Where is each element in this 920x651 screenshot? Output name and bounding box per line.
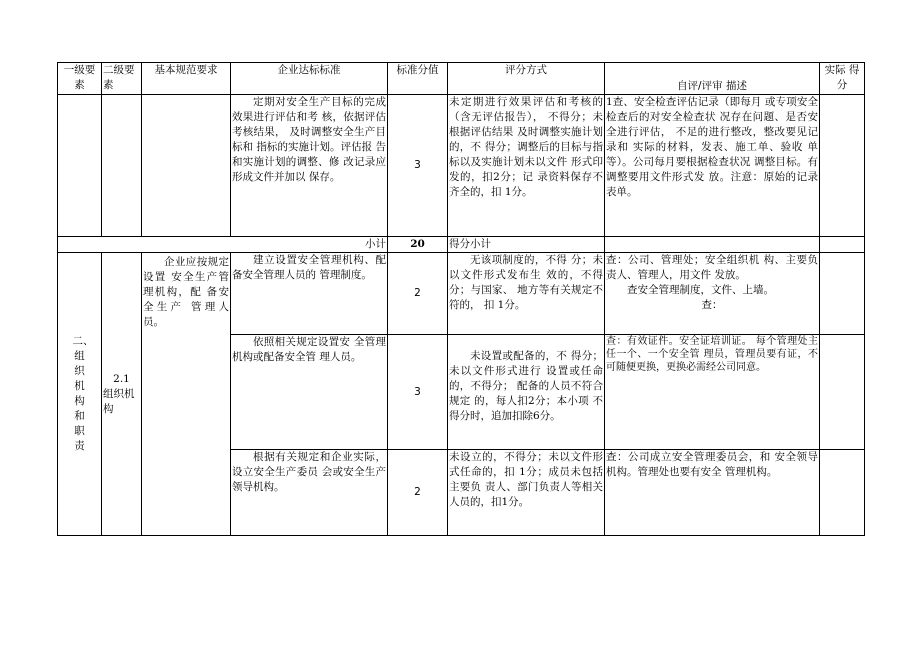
subtotal-label: 小计 xyxy=(58,237,388,253)
header-description: 自评/评审 描述 xyxy=(605,63,820,95)
subtotal-value: 20 xyxy=(388,237,448,253)
header-actual-score: 实际 得分 xyxy=(820,63,865,95)
method-cell: 未定期进行效果评估和考核的（含无评估报告）， 不得分；未根据评估结果 及时调整实施计划的，不 得分；调整后的目标与指 标以及实施计划未以文件 形式印发的，扣2分；记 录资料保存不齐全的，扣 1分。 xyxy=(448,95,605,237)
header-level2: 二级要素 xyxy=(102,63,142,95)
description-cell: 查：有效证件。安全证培训证。 每个管理处主任一个、一个安全管 理员，管理员要有证，不可随便更换，更换必需经公司同意。 xyxy=(605,335,820,450)
score-cell: 3 xyxy=(388,95,448,237)
safety-standard-table xyxy=(57,62,865,536)
table-row xyxy=(58,95,865,237)
table-header-row xyxy=(58,63,865,95)
method-cell: 无该项制度的，不得 分；未以文件形式发布生 效的，不得分；与国家、 地方等有关规定不符的， 扣 1分。 xyxy=(448,253,605,335)
table-row xyxy=(58,253,865,335)
level1-element: 二、组织机构和职责 xyxy=(58,253,102,536)
standard-cell: 建立设置安全管理机构、配备安全管理人员的 管理制度。 xyxy=(231,253,388,335)
basic-requirement-cell: 企业应按规定设置 安全生产管 理机构，配 备安全生产 管理人员。 xyxy=(142,253,231,536)
description-cell: 查：公司成立安全管理委员会，和 安全领导机构。管理处也要有安全 管理机构。 xyxy=(605,450,820,536)
standard-cell: 定期对安全生产目标的完成效果进行评估和考 核，依据评估考核结果， 及时调整安全生产目标和 指标的实施计划。评估报 告和实施计划的调整、修 改记录应形成文件并加以 保存。 xyxy=(231,95,388,237)
header-level1: 一级要素 xyxy=(58,63,102,95)
method-cell: 未设置或配备的，不 得分；未以文件形式进行 设置或任命的，不得分； 配备的人员不符合规定 的，每人扣2分；本小项 不得分时，追加扣除6分。 xyxy=(448,335,605,450)
header-basic-requirement: 基本规范要求 xyxy=(142,63,231,95)
description-line: 查：公司、管理处；安全组织机 构、主要负责人、管理人，用文件 发放。 xyxy=(606,254,818,281)
description-cell: 1查、安全检查评估记录（即每月 或专项安全检查后的对安全检查状 况存在问题、是否安全进行评估， 不足的进行整改，整改要见记录和 实际的材料，发表、施工单、验收 单等）。公司每月要根据检查状况 调整目标。有调整要用文件形式发 放。注意：原始的记录表单。 xyxy=(605,95,820,237)
score-cell: 2 xyxy=(388,450,448,536)
header-method: 评分方式 xyxy=(448,63,605,95)
description-line: 查： xyxy=(701,299,723,311)
score-cell: 3 xyxy=(388,335,448,450)
level2-element: 2.1 组织机构 xyxy=(102,253,142,536)
score-cell: 2 xyxy=(388,253,448,335)
standard-cell: 依照相关规定设置安 全管理机构或配备安全管 理人员。 xyxy=(231,335,388,450)
header-standard: 企业达标标准 xyxy=(231,63,388,95)
method-cell: 未设立的，不得分；未以文件形式任命的，扣 1分；成员未包括主要负 责人、部门负责人等相关 人员的，扣1分。 xyxy=(448,450,605,536)
description-line: 查安全管理制度，文件、上墙。 xyxy=(627,284,774,296)
standard-cell: 根据有关规定和企业实际，设立安全生产委员 会或安全生产领导机构。 xyxy=(231,450,388,536)
header-score: 标准分值 xyxy=(388,63,448,95)
subtotal-method-label: 得分小计 xyxy=(448,237,605,253)
description-cell xyxy=(605,253,820,335)
subtotal-row xyxy=(58,237,865,253)
